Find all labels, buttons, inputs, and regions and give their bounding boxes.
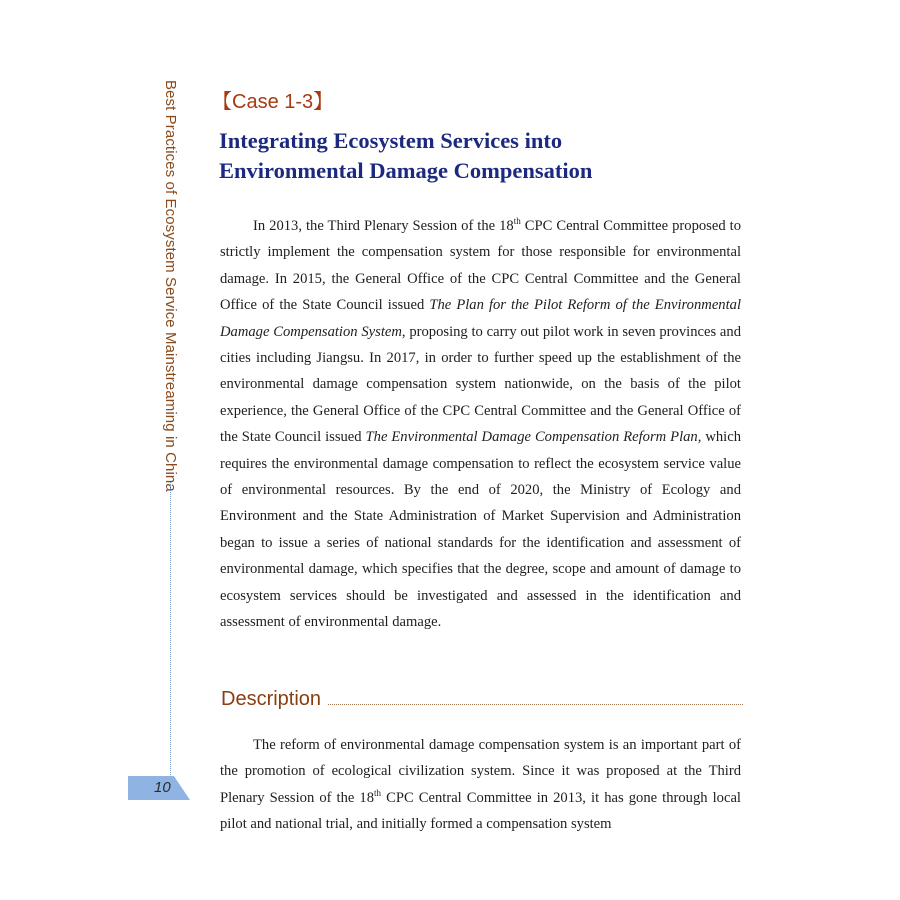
description-heading-rule [328, 704, 743, 705]
p1-text-2: CPC Central Committee proposed to strictly implement the compensation system for those responsible for environmental damage. In 2015, the General Office of the CPC Central Committee and the General Office of the State Council issued [220, 218, 741, 314]
p1-ordinal-suffix: th [513, 216, 521, 226]
description-heading-text: Description [221, 688, 322, 710]
page-number: 10 [154, 779, 171, 796]
body-paragraph [220, 213, 741, 636]
p1-text-1: In 2013, the Third Plenary Session of the 18 [253, 218, 514, 234]
description-heading [221, 688, 743, 711]
case-body [220, 213, 741, 636]
case-title-line-1: Integrating Ecosystem Services into [219, 128, 563, 153]
p1-text-3: , proposing to carry out pilot work in seven provinces and cities including Jiangsu. In 2017, in order to further speed up the establishment of the environmental damage compensation system nationwide, on the basis of the pilot experience, the General Office of the CPC Central Committee and the General Office of the State Council issued [220, 323, 741, 446]
p1-document-title-1: The Plan for the Pilot Reform of the Environmental Damage Compensation System [220, 297, 741, 340]
case-label: 【Case 1-3】 [212, 91, 334, 113]
case-title [219, 126, 759, 186]
p2-text-2: CPC Central Committee in 2013, it has gone through local pilot and national trial, and initially formed a compensation system [220, 789, 741, 833]
p2-ordinal-suffix: th [374, 787, 382, 798]
margin-dotted-rule [170, 482, 171, 777]
p1-text-4: , which requires the environmental damage compensation to reflect the ecosystem service value of environmental resources. By the end of 2020, the Ministry of Ecology and Environment and the State Administration of Market Supervision and Administration began to issue a series of national standards for the identification and assessment of environmental damage, which specifies that the degree, scope and amount of damage to ecosystem services should be investigated and assessed in the identification and assessment of environmental damage. [220, 429, 741, 631]
p1-document-title-2: The Environmental Damage Compensation Reform Plan [365, 429, 698, 446]
description-body [220, 732, 741, 838]
running-head: Best Practices of Ecosystem Service Mainstreaming in China [162, 80, 179, 492]
case-title-line-2: Environmental Damage Compensation [219, 158, 593, 183]
p2-text-1: The reform of environmental damage compensation system is an important part of the promotion of ecological civilization system. Since it was proposed at the Third Plenary Session of the 18 [220, 737, 741, 806]
body-paragraph [220, 732, 741, 838]
